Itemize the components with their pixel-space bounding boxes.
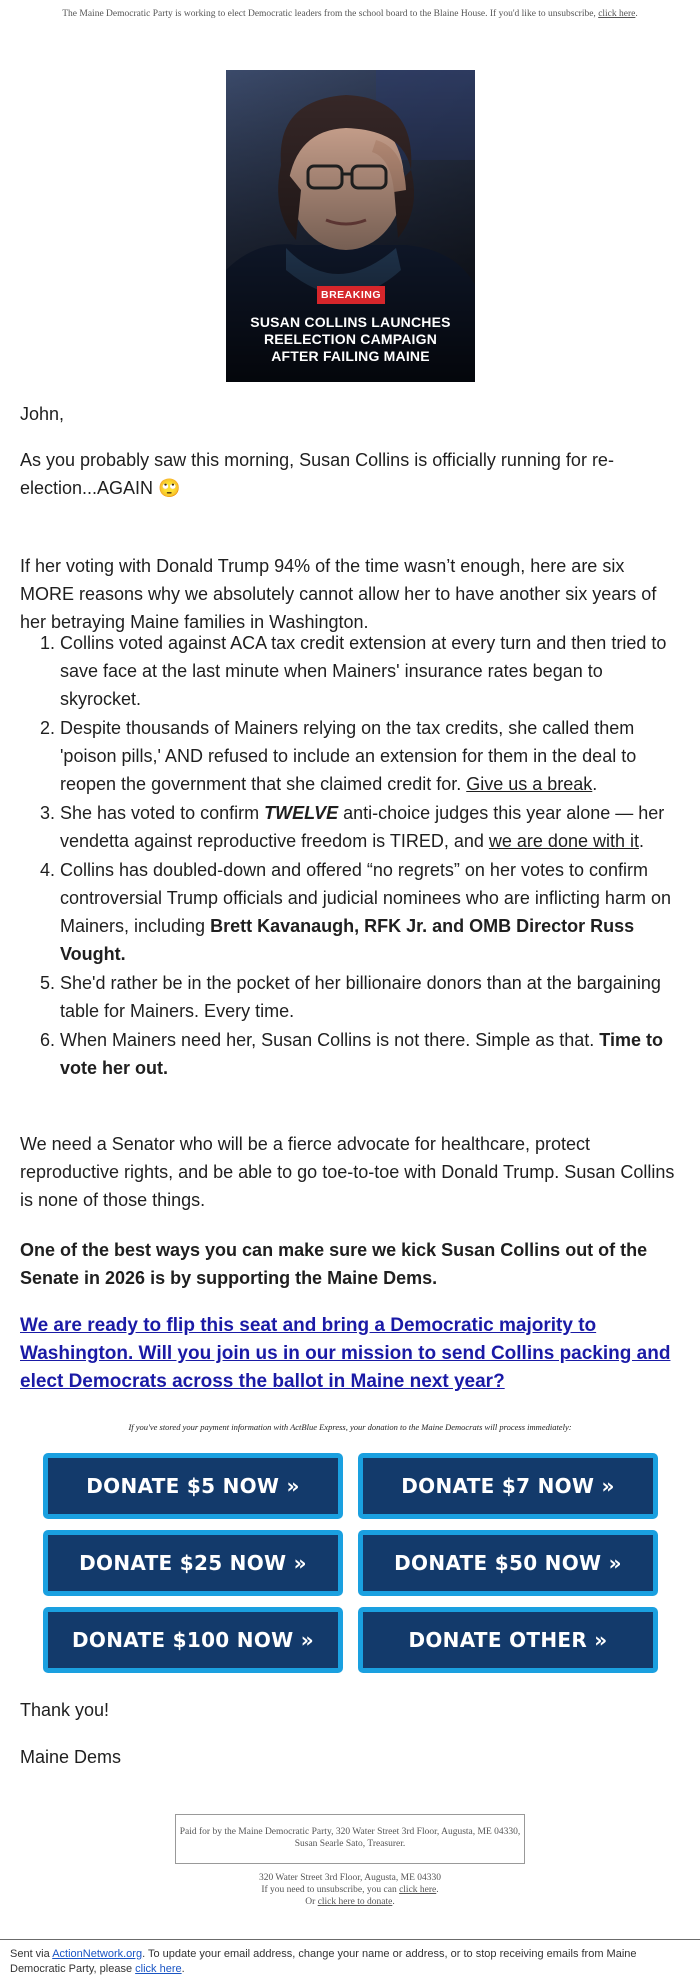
top-notice-text: The Maine Democratic Party is working to elect Democratic leaders from the school board to the Blaine House. If you'd like to unsubscribe, (62, 9, 596, 19)
footer-unsubscribe-line: If you need to unsubscribe, you can click here. (261, 1885, 439, 1895)
footer-donate-link[interactable]: click here to donate (317, 1897, 393, 1907)
list-item (60, 1026, 680, 1082)
reason-end: . (639, 831, 645, 851)
reasons-intro-paragraph (20, 552, 680, 636)
we-are-done-link[interactable]: we are done with it (488, 831, 639, 851)
hero-headline-line: REELECTION CAMPAIGN (263, 331, 438, 347)
footer-unsubscribe-link[interactable]: click here (399, 1885, 437, 1895)
hero-headline (226, 314, 475, 365)
reasons-intro-text: If her voting with Donald Trump 94% of the time wasn’t enough, here are six MORE reasons why we absolutely cannot allow her to have another six years of her betraying Maine families in Washington. (20, 556, 657, 632)
footer-address: 320 Water Street 3rd Floor, Augusta, ME 04330 (258, 1873, 442, 1883)
signature: Maine Dems (20, 1747, 122, 1767)
cta-donate-link[interactable]: We are ready to flip this seat and bring a Democratic majority to Washington. Will you join us in our mission to send Collins packing and elect Democrats across the ballot in Maine next year? (20, 1315, 671, 1392)
list-item (60, 629, 680, 713)
greeting: John, (20, 404, 65, 424)
top-notice-end: . (635, 9, 638, 19)
actblue-express-note: If you've stored your payment information with ActBlue Express, your donation to the Maine Democrats will process immediately: (128, 1422, 572, 1432)
footer-unsubscribe-text: If you need to unsubscribe, you can (261, 1885, 397, 1895)
reason-text: Collins voted against ACA tax credit extension at every turn and then tried to save face at the last minute when Mainers' insurance rates began to skyrocket. (60, 633, 667, 709)
list-item (60, 969, 680, 1025)
footer-address-block (0, 1872, 700, 1908)
donate-50-button[interactable]: DONATE $50 NOW » (358, 1530, 658, 1596)
donate-other-button[interactable]: DONATE OTHER » (358, 1607, 658, 1673)
action-network-link[interactable]: ActionNetwork.org (52, 1948, 143, 1960)
best-way-paragraph (20, 1236, 680, 1292)
list-item (60, 856, 680, 968)
reason-text: Despite thousands of Mainers relying on the tax credits, she called them 'poison pills,' AND refused to include an extension for them in the deal to reopen the government that she claimed credit for. (60, 718, 637, 794)
reason-text: anti-choice judges this year alone — her vendetta against reproductive freedom is TIRED, and (60, 803, 665, 851)
footer-donate-text: Or (305, 1897, 316, 1907)
hero-image (226, 70, 475, 382)
sent-via-text-end: . To update your email address, change your name or address, or to stop receiving emails from Maine Democratic Party, please (10, 1948, 637, 1975)
update-preferences-link[interactable]: click here (135, 1963, 182, 1975)
paid-for-disclaimer: Paid for by the Maine Democratic Party, 320 Water Street 3rd Floor, Augusta, ME 04330, Susan Searle Sato, Treasurer. (175, 1814, 525, 1864)
hero-headline-line: SUSAN COLLINS LAUNCHES (250, 314, 451, 330)
donate-5-button[interactable]: DONATE $5 NOW » (43, 1453, 343, 1519)
senator-paragraph (20, 1130, 680, 1214)
intro-paragraph (20, 446, 680, 502)
footer-divider (0, 1939, 700, 1940)
donate-7-button[interactable]: DONATE $7 NOW » (358, 1453, 658, 1519)
reason-text: She'd rather be in the pocket of her billionaire donors than at the bargaining table for Mainers. Every time. (60, 973, 661, 1021)
list-item (60, 714, 680, 798)
give-us-a-break-link[interactable]: Give us a break (466, 774, 593, 794)
reason-end: . (592, 774, 598, 794)
sent-via-text: Sent via (10, 1948, 50, 1960)
top-notice (0, 9, 700, 19)
reason-text: When Mainers need her, Susan Collins is not there. Simple as that. (60, 1030, 600, 1050)
best-way-text: One of the best ways you can make sure we kick Susan Collins out of the Senate in 2026 is by supporting the Maine Dems. (20, 1240, 648, 1288)
hero-headline-line: AFTER FAILING MAINE (271, 348, 430, 364)
sent-via-notice: Sent via ActionNetwork.org. To update your email address, change your name or address, or to stop receiving emails from Maine Democratic Party, please click here. (10, 1948, 637, 1975)
top-unsubscribe-link[interactable]: click here (598, 9, 636, 19)
reason-bold: Brett Kavanaugh, RFK Jr. and OMB Director Russ Vought. (60, 916, 635, 964)
list-item (60, 799, 680, 855)
donate-100-button[interactable]: DONATE $100 NOW » (43, 1607, 343, 1673)
thank-you: Thank you! (20, 1700, 110, 1720)
senator-text: We need a Senator who will be a fierce advocate for healthcare, protect reproductive rights, and be able to go toe-to-toe with Donald Trump. Susan Collins is none of those things. (20, 1134, 675, 1210)
intro-text: As you probably saw this morning, Susan Collins is officially running for re-election...AGAIN 🙄 (20, 450, 614, 498)
reason-text: She has voted to confirm (60, 803, 265, 823)
reasons-list (20, 629, 680, 1083)
reason-emphasis: TWELVE (264, 803, 339, 823)
footer-donate-line: Or click here to donate. (305, 1897, 395, 1907)
donate-25-button[interactable]: DONATE $25 NOW » (43, 1530, 343, 1596)
breaking-badge: BREAKING (317, 286, 385, 304)
reason-bold: Time to vote her out. (60, 1030, 663, 1078)
reason-text: Collins has doubled-down and offered “no regrets” on her votes to confirm controversial Trump officials and judicial nominees who are inflicting harm on Mainers, including (60, 860, 671, 936)
